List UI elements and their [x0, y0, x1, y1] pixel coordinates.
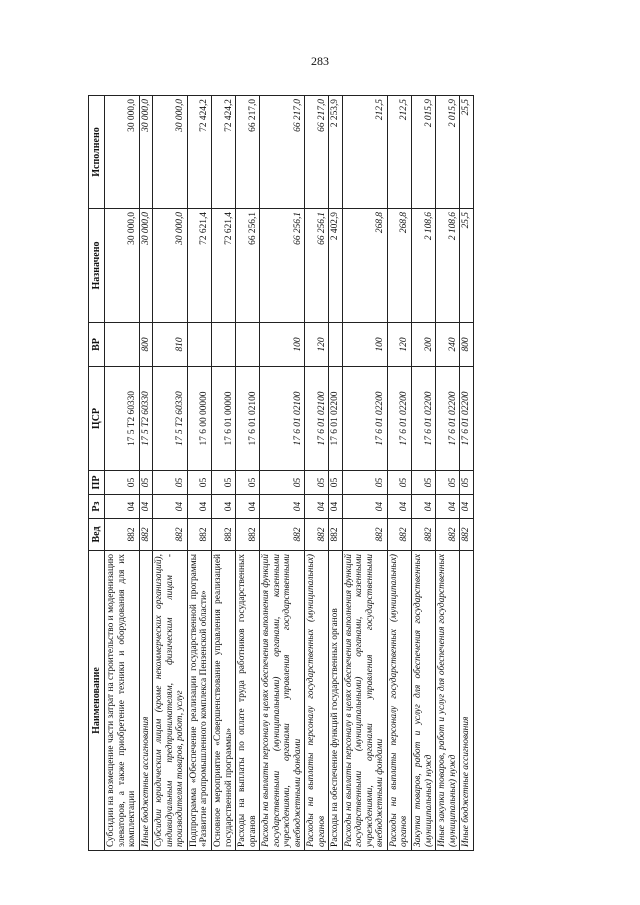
cell-executed: 212,5	[342, 96, 387, 209]
cell-ved: 882	[387, 519, 411, 551]
cell-planned: 30 000,0	[105, 209, 140, 323]
cell-name: Расходы на выплаты персоналу государственных (муниципальных) органов	[387, 551, 411, 851]
cell-rz: 04	[329, 495, 343, 519]
cell-csr: 17 5 Т2 60330	[139, 367, 153, 471]
cell-ved: 882	[153, 519, 188, 551]
table-row	[460, 96, 474, 851]
cell-csr: 17 6 00 00000	[187, 367, 211, 471]
cell-name: Иные бюджетные ассигнования	[139, 551, 153, 851]
table-row	[305, 96, 329, 851]
cell-vr: 200	[412, 323, 436, 367]
table-row	[187, 96, 211, 851]
cell-executed: 66 217,0	[260, 96, 305, 209]
table-row	[260, 96, 305, 851]
cell-vr	[236, 323, 260, 367]
cell-planned: 30 000,0	[153, 209, 188, 323]
cell-ved: 882	[329, 519, 343, 551]
cell-vr: 800	[139, 323, 153, 367]
cell-planned: 2 108,6	[436, 209, 460, 323]
cell-pr: 05	[305, 471, 329, 495]
cell-rz: 04	[236, 495, 260, 519]
table-row	[105, 96, 140, 851]
table-row	[153, 96, 188, 851]
cell-pr: 05	[460, 471, 474, 495]
cell-vr: 810	[153, 323, 188, 367]
cell-csr: 17 6 01 02100	[305, 367, 329, 471]
table-row	[139, 96, 153, 851]
cell-csr: 17 6 01 02200	[460, 367, 474, 471]
cell-name: Иные закупки товаров, работ и услуг для обеспечения государственных (муниципальных) нужд	[436, 551, 460, 851]
cell-ved: 882	[460, 519, 474, 551]
cell-vr	[105, 323, 140, 367]
cell-rz: 04	[105, 495, 140, 519]
cell-executed: 30 000,0	[105, 96, 140, 209]
header-csr: ЦСР	[89, 367, 105, 471]
cell-planned: 268,8	[387, 209, 411, 323]
cell-name: Иные бюджетные ассигнования	[460, 551, 474, 851]
cell-csr: 17 6 01 02200	[329, 367, 343, 471]
cell-planned: 66 256,1	[236, 209, 260, 323]
cell-name: Закупка товаров, работ и услуг для обеспечения государственных (муниципальных) нужд	[412, 551, 436, 851]
cell-ved: 882	[105, 519, 140, 551]
cell-executed: 30 000,0	[139, 96, 153, 209]
cell-planned: 268,8	[342, 209, 387, 323]
table-row	[436, 96, 460, 851]
cell-rz: 04	[153, 495, 188, 519]
cell-name: Расходы на выплаты персоналу в целях обеспечения выполнения функций государственными (муниципальными) органами, казенными учреждениями, органами управления государственными внебюджетными фондами	[260, 551, 305, 851]
cell-pr: 05	[187, 471, 211, 495]
cell-planned: 66 256,1	[305, 209, 329, 323]
cell-csr: 17 6 01 02100	[236, 367, 260, 471]
cell-vr	[187, 323, 211, 367]
budget-sheet	[88, 96, 588, 851]
header-planned: Назначено	[89, 209, 105, 323]
cell-csr: 17 6 01 02200	[387, 367, 411, 471]
cell-ved: 882	[139, 519, 153, 551]
cell-csr: 17 6 01 00000	[211, 367, 235, 471]
cell-rz: 04	[387, 495, 411, 519]
rotated-table-area	[88, 96, 588, 851]
cell-csr: 17 6 01 02200	[342, 367, 387, 471]
cell-ved: 882	[187, 519, 211, 551]
cell-name: Основное мероприятие «Совершенствование управления реализацией государственной программы»	[211, 551, 235, 851]
cell-csr: 17 5 Т2 60330	[153, 367, 188, 471]
cell-pr: 05	[139, 471, 153, 495]
cell-planned: 25,5	[460, 209, 474, 323]
cell-vr: 100	[260, 323, 305, 367]
page-number: 283	[311, 54, 329, 68]
cell-name: Расходы на выплаты по оплате труда работников государственных органов	[236, 551, 260, 851]
cell-pr: 05	[236, 471, 260, 495]
cell-name: Расходы на выплаты персоналу государственных (муниципальных) органов	[305, 551, 329, 851]
cell-pr: 05	[260, 471, 305, 495]
header-vr: ВР	[89, 323, 105, 367]
header-rz: Рз	[89, 495, 105, 519]
cell-pr: 05	[211, 471, 235, 495]
table-body	[105, 96, 473, 851]
cell-pr: 05	[329, 471, 343, 495]
cell-ved: 882	[305, 519, 329, 551]
cell-ved: 882	[342, 519, 387, 551]
cell-pr: 05	[153, 471, 188, 495]
cell-vr	[329, 323, 343, 367]
cell-rz: 04	[260, 495, 305, 519]
cell-planned: 72 621,4	[187, 209, 211, 323]
cell-csr: 17 6 01 02200	[436, 367, 460, 471]
cell-rz: 04	[460, 495, 474, 519]
header-ved: Вед	[89, 519, 105, 551]
cell-pr: 05	[412, 471, 436, 495]
cell-name: Расходы на выплаты персоналу в целях обеспечения выполнения функций государственными (муниципальными) органами, казенными учреждениями, органами управления государственными внебюджетными фондами	[342, 551, 387, 851]
cell-executed: 30 000,0	[153, 96, 188, 209]
cell-vr: 240	[436, 323, 460, 367]
cell-rz: 04	[412, 495, 436, 519]
header-name: Наименование	[89, 551, 105, 851]
header-pr: ПР	[89, 471, 105, 495]
table-row	[329, 96, 343, 851]
cell-vr	[211, 323, 235, 367]
budget-table	[88, 95, 474, 851]
cell-pr: 05	[436, 471, 460, 495]
cell-csr: 17 6 01 02200	[412, 367, 436, 471]
table-row	[412, 96, 436, 851]
cell-executed: 2 015,9	[412, 96, 436, 209]
cell-rz: 04	[342, 495, 387, 519]
cell-name: Подпрограмма «Обеспечение реализации государственной программы «Развитие агропромышленного комплекса Пензенской области»	[187, 551, 211, 851]
table-row	[342, 96, 387, 851]
cell-pr: 05	[105, 471, 140, 495]
cell-name: Субсидии на возмещение части затрат на строительство и модернизацию элеваторов, а также приобретение техники и оборудования для их комплектации	[105, 551, 140, 851]
cell-rz: 04	[139, 495, 153, 519]
cell-vr: 120	[387, 323, 411, 367]
cell-vr: 100	[342, 323, 387, 367]
header-executed: Исполнено	[89, 96, 105, 209]
cell-ved: 882	[211, 519, 235, 551]
cell-executed: 72 424,2	[211, 96, 235, 209]
cell-rz: 04	[211, 495, 235, 519]
cell-rz: 04	[305, 495, 329, 519]
cell-pr: 05	[387, 471, 411, 495]
cell-planned: 66 256,1	[260, 209, 305, 323]
cell-ved: 882	[412, 519, 436, 551]
cell-ved: 882	[260, 519, 305, 551]
cell-pr: 05	[342, 471, 387, 495]
table-row	[211, 96, 235, 851]
table-header-row	[89, 96, 105, 851]
table-row	[387, 96, 411, 851]
cell-ved: 882	[436, 519, 460, 551]
table-row	[236, 96, 260, 851]
cell-executed: 66 217,0	[236, 96, 260, 209]
cell-csr: 17 5 Т2 60330	[105, 367, 140, 471]
cell-rz: 04	[187, 495, 211, 519]
cell-planned: 2 402,9	[329, 209, 343, 323]
cell-executed: 212,5	[387, 96, 411, 209]
cell-name: Субсидии юридическим лицам (кроме некоммерческих организаций), индивидуальным предпринимателям, физическим лицам - производителям товаров, работ, услуг	[153, 551, 188, 851]
cell-ved: 882	[236, 519, 260, 551]
cell-csr: 17 6 01 02100	[260, 367, 305, 471]
cell-rz: 04	[436, 495, 460, 519]
cell-executed: 25,5	[460, 96, 474, 209]
cell-executed: 2 253,9	[329, 96, 343, 209]
cell-planned: 72 621,4	[211, 209, 235, 323]
cell-planned: 30 000,0	[139, 209, 153, 323]
cell-name: Расходы на обеспечение функций государственных органов	[329, 551, 343, 851]
cell-executed: 66 217,0	[305, 96, 329, 209]
cell-executed: 2 015,9	[436, 96, 460, 209]
cell-planned: 2 108,6	[412, 209, 436, 323]
cell-vr: 800	[460, 323, 474, 367]
cell-executed: 72 424,2	[187, 96, 211, 209]
cell-vr: 120	[305, 323, 329, 367]
